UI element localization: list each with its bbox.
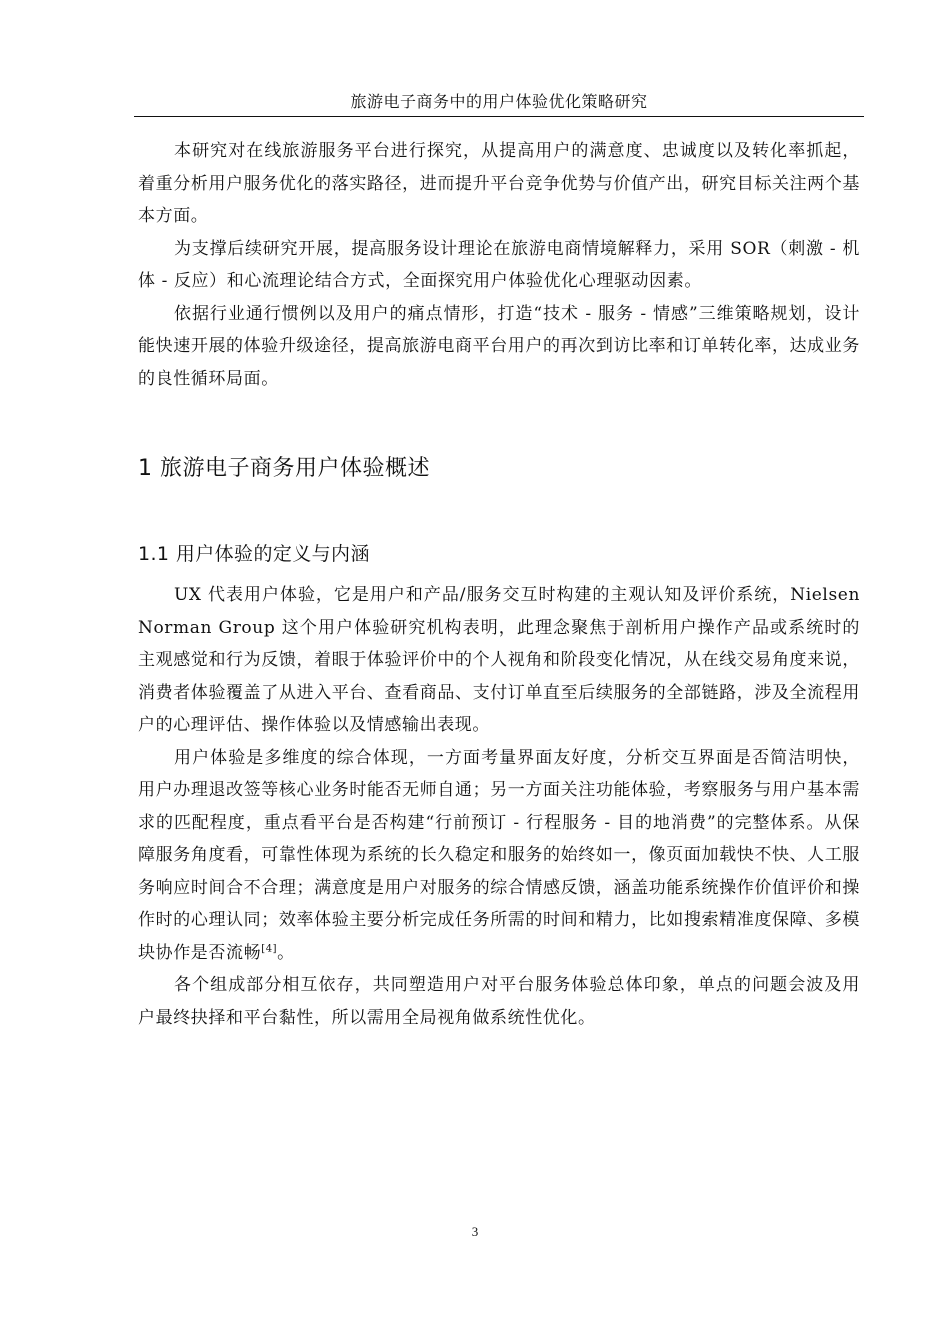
citation-reference: [4] xyxy=(261,942,278,954)
body-paragraph-ux-definition: UX 代表用户体验，它是用户和产品/服务交互时构建的主观认知及评价系统，Nielsen Norman Group 这个用户体验研究机构表明，此理念聚焦于剖析用户操作产品或系统时的主观感觉和行为反馈，着眼于体验评价中的个人视角和阶段变化情况，从在线交易角度来说，消费者体验覆盖了从进入平台、查看商品、支付订单直至后续服务的全部链路，涉及全流程用户的心理评估、操作体验以及情感输出表现。 xyxy=(138,585,860,735)
paragraph-end: 。 xyxy=(277,942,295,963)
section-heading-1-1: 1.1 用户体验的定义与内涵 xyxy=(138,543,370,565)
intro-paragraph-2: 为支撑后续研究开展，提高服务设计理论在旅游电商情境解释力，采用 SOR（刺激 - 机体 - 反应）和心流理论结合方式，全面探究用户体验优化心理驱动因素。 xyxy=(138,238,860,291)
body-paragraph-ux-dimensions xyxy=(138,742,860,970)
page-number: 3 xyxy=(471,1224,479,1239)
page-body xyxy=(138,135,860,1034)
intro-paragraph-3: 依据行业通行惯例以及用户的痛点情形，打造“技术 - 服务 - 情感”三维策略规划，设计能快速开展的体验升级途径，提高旅游电商平台用户的再次到访比率和订单转化率，达成业务的良性循环局面。 xyxy=(138,303,860,389)
header-divider xyxy=(134,116,864,117)
running-header-title: 旅游电子商务中的用户体验优化策略研究 xyxy=(350,92,648,111)
body-paragraph-ux-integration: 各个组成部分相互依存，共同塑造用户对平台服务体验总体印象，单点的问题会波及用户最终抉择和平台黏性，所以需用全局视角做系统性优化。 xyxy=(138,975,860,1028)
paragraph-text: 用户体验是多维度的综合体现，一方面考量界面友好度，分析交互界面是否简洁明快，用户办理退改签等核心业务时能否无师自通；另一方面关注功能体验，考察服务与用户基本需求的匹配程度，重点看平台是否构建“行前预订 - 行程服务 - 目的地消费”的完整体系。从保障服务角度看，可靠性体现为系统的长久稳定和服务的始终如一，像页面加载快不快、人工服务响应时间合不合理；满意度是用户对服务的综合情感反馈，涵盖功能系统操作价值评价和操作时的心理认同；效率体验主要分析完成任务所需的时间和精力，比如搜索精准度保障、多模块协作是否流畅 xyxy=(138,747,860,963)
section-heading-1: 1 旅游电子商务用户体验概述 xyxy=(138,456,430,481)
intro-paragraph-1: 本研究对在线旅游服务平台进行探究，从提高用户的满意度、忠诚度以及转化率抓起，着重分析用户服务优化的落实路径，进而提升平台竞争优势与价值产出，研究目标关注两个基本方面。 xyxy=(138,141,860,226)
